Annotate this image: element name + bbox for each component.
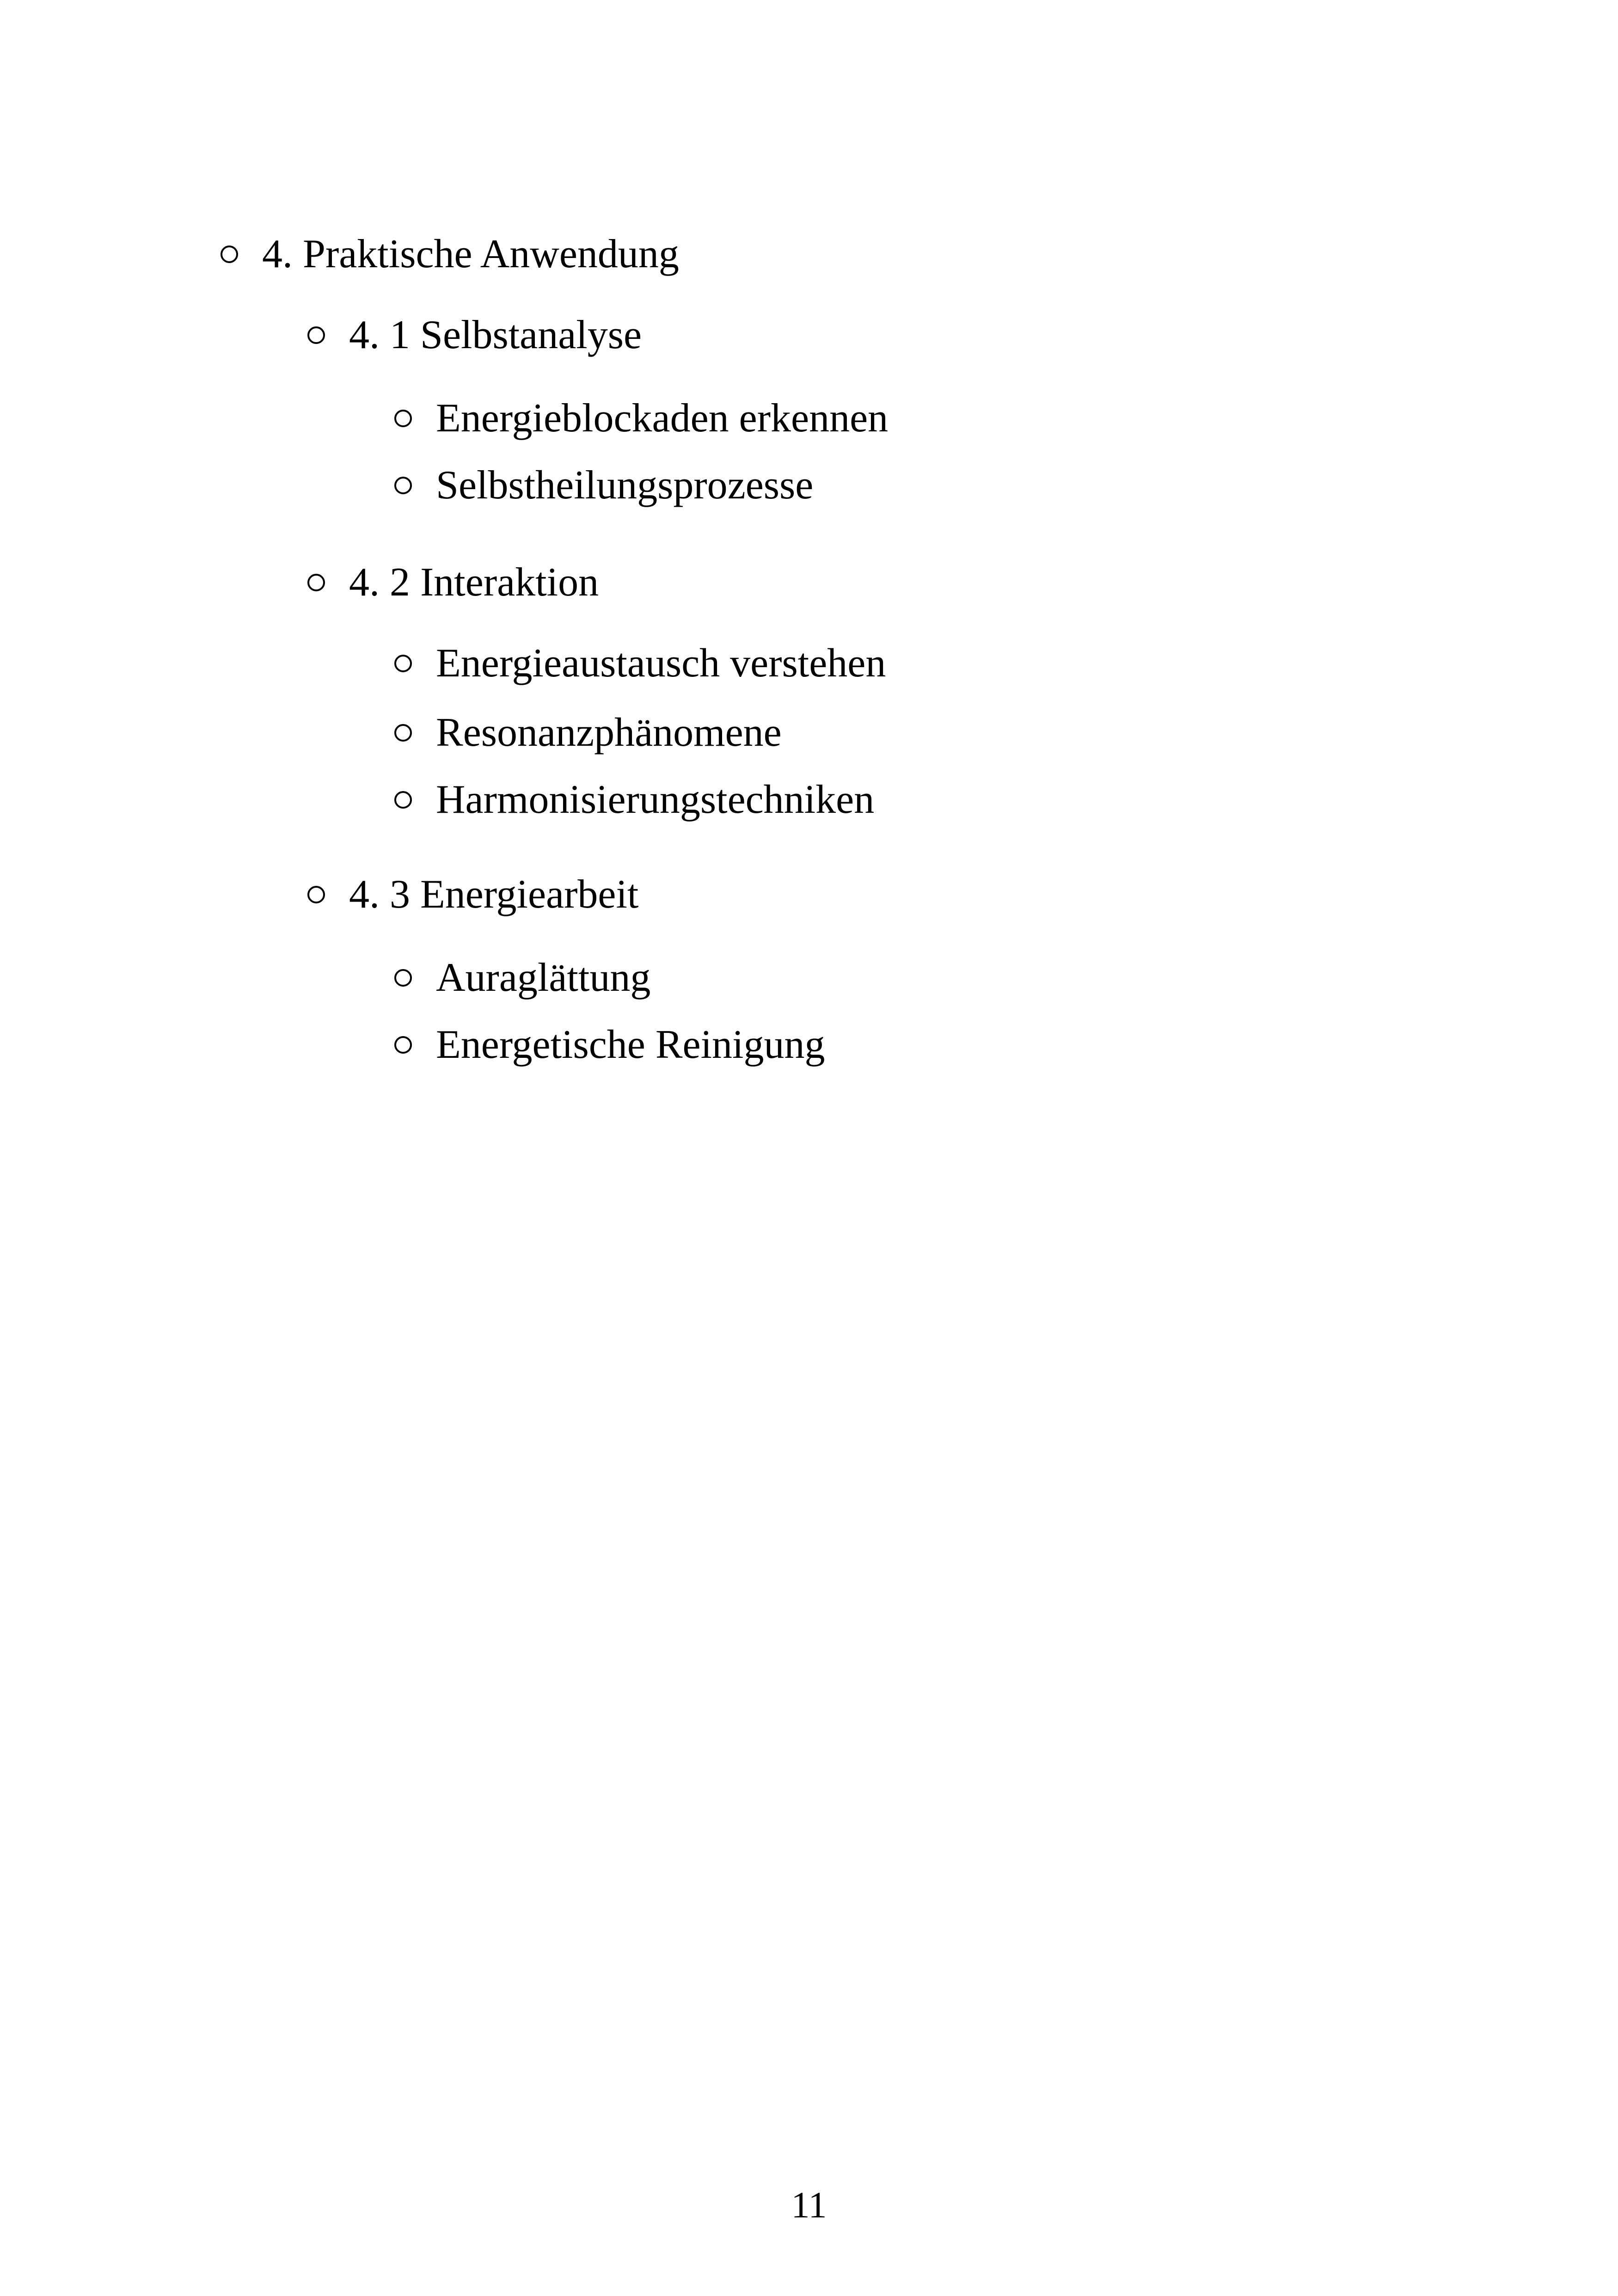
list-item-label: Energetische Reinigung — [436, 1022, 825, 1067]
outline-subsection — [307, 307, 642, 363]
circle-bullet-icon — [394, 1036, 412, 1054]
outline-list-item — [394, 1017, 825, 1073]
outline-list-item — [394, 950, 650, 1006]
page-number: 11 — [791, 2185, 827, 2226]
outline-list-item — [394, 705, 782, 761]
circle-bullet-icon — [394, 724, 412, 742]
circle-bullet-icon — [307, 886, 325, 903]
outline-list-item — [394, 391, 888, 446]
subsection-title: 4. 2 Interaktion — [349, 560, 599, 605]
circle-bullet-icon — [394, 791, 412, 809]
outline-list-item — [394, 772, 874, 828]
circle-bullet-icon — [221, 246, 238, 263]
circle-bullet-icon — [394, 655, 412, 672]
circle-bullet-icon — [394, 477, 412, 494]
outline-subsection — [307, 555, 599, 610]
subsection-title: 4. 1 Selbstanalyse — [349, 313, 642, 357]
outline-section — [221, 227, 679, 282]
outline-list-item — [394, 636, 886, 691]
outline-subsection — [307, 867, 638, 922]
list-item-label: Energieaustausch verstehen — [436, 641, 886, 686]
circle-bullet-icon — [394, 969, 412, 987]
circle-bullet-icon — [307, 574, 325, 591]
list-item-label: Energieblockaden erkennen — [436, 396, 889, 441]
subsection-title: 4. 3 Energiearbeit — [349, 872, 639, 917]
circle-bullet-icon — [307, 326, 325, 344]
circle-bullet-icon — [394, 410, 412, 427]
list-item-label: Harmonisierungstechniken — [436, 777, 875, 822]
outline-list-item — [394, 458, 813, 513]
list-item-label: Auraglättung — [436, 955, 651, 1000]
list-item-label: Resonanzphänomene — [436, 710, 782, 755]
section-title: 4. Praktische Anwendung — [262, 232, 679, 276]
list-item-label: Selbstheilungsprozesse — [436, 463, 814, 508]
